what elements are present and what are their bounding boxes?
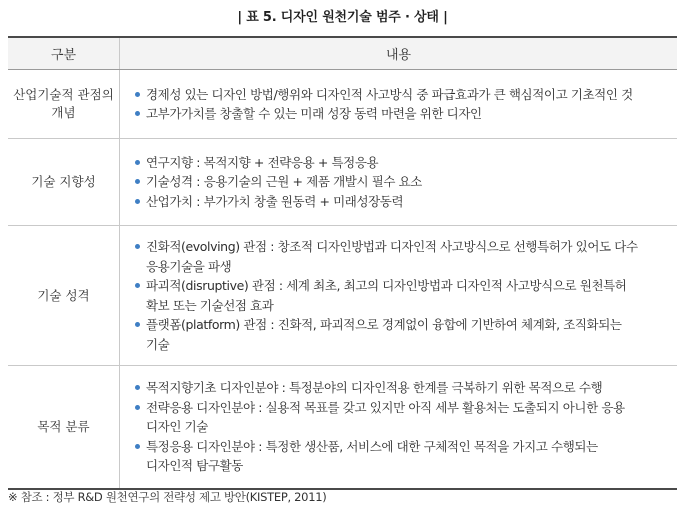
row-content: [120, 366, 678, 489]
bullet-dot-icon: [135, 405, 140, 410]
row-category: [8, 139, 120, 226]
table-row: [8, 70, 677, 139]
item-text: 목적지향기초 디자인분야 : 특정분야의 디자인적용 한계를 극복하기 위한 목적으로 수행: [146, 380, 603, 395]
list-item: [134, 172, 667, 192]
bullet-dot-icon: [135, 199, 140, 204]
table-row: [8, 139, 677, 226]
table-header-row: [8, 37, 677, 70]
list-item: [134, 153, 667, 173]
item-text-cont: 응용기술을 파생: [146, 258, 232, 274]
bullet-list: [120, 153, 677, 212]
item-text-cont: 확보 또는 기술선점 효과: [146, 297, 274, 313]
table-caption: | 표 5. 디자인 원천기술 범주 · 상태 |: [237, 10, 448, 25]
bullet-dot-icon: [135, 322, 140, 327]
bullet-list: [120, 237, 677, 354]
category-line: 기술 지향성: [31, 174, 96, 189]
item-text: 연구지향 : 목적지향 + 전략응용 + 특정응용: [146, 154, 379, 170]
category-line: 기술 성격: [37, 287, 90, 303]
row-content: [120, 139, 678, 226]
bullet-list: [120, 378, 677, 476]
bullet-dot-icon: [135, 283, 140, 288]
list-item: [134, 237, 667, 276]
list-item: [134, 276, 667, 315]
item-text: 산업가치 : 부가가치 창출 원동력 + 미래성장동력: [146, 193, 404, 209]
list-item: [134, 85, 667, 105]
category-line: 산업기술적 관점의: [13, 87, 114, 102]
bullet-dot-icon: [135, 111, 140, 116]
row-category: [8, 366, 120, 489]
item-text-cont: 디자인적 탐구활동: [146, 458, 243, 473]
bullet-dot-icon: [135, 385, 140, 390]
item-text: 기술성격 : 응용기술의 근원 + 제품 개발시 필수 요소: [146, 174, 422, 190]
list-item: [134, 315, 667, 354]
bullet-dot-icon: [135, 244, 140, 249]
category-line: 개념: [51, 105, 76, 120]
item-text: 고부가가치를 창출할 수 있는 미래 성장 동력 마련을 위한 디자인: [146, 106, 482, 121]
item-text: 진화적(evolving) 관점 : 창조적 디자인방법과 디자인적 사고방식으로 선행특허가 있어도 다수: [146, 239, 638, 254]
header-content: 내용: [120, 37, 678, 70]
row-content: [120, 226, 678, 366]
category-line: 목적 분류: [37, 418, 90, 434]
list-item: [134, 192, 667, 212]
item-text-cont: 디자인 기술: [146, 419, 208, 434]
item-text: 특정응용 디자인분야 : 특정한 생산품, 서비스에 대한 구체적인 목적을 가지고 수행되는: [146, 438, 598, 454]
bullet-dot-icon: [135, 179, 140, 184]
bullet-list: [120, 85, 677, 124]
row-content: [120, 70, 678, 139]
table-row: [8, 226, 677, 366]
item-text: 플랫폼(platform) 관점 : 진화적, 파괴적으로 경계없이 융합에 기반하여 체계화, 조직화되는: [146, 317, 622, 332]
list-item: [134, 437, 667, 476]
table-row: [8, 366, 677, 489]
item-text-cont: 기술: [146, 336, 170, 352]
source-note: ※ 참조 : 정부 R&D 원천연구의 전략성 제고 방안(KISTEP, 2011): [8, 490, 327, 504]
bullet-dot-icon: [135, 160, 140, 165]
item-text: 파괴적(disruptive) 관점 : 세계 최초, 최고의 디자인방법과 디자인적 사고방식으로 원천특허: [146, 278, 627, 293]
header-category: 구분: [8, 37, 120, 70]
tech-category-table: [8, 36, 677, 490]
list-item: [134, 104, 667, 124]
bullet-dot-icon: [135, 92, 140, 97]
item-text: 경제성 있는 디자인 방법/행위와 디자인적 사고방식 중 파급효과가 큰 핵심적이고 기초적인 것: [146, 86, 633, 102]
list-item: [134, 378, 667, 398]
bullet-dot-icon: [135, 444, 140, 449]
item-text: 전략응용 디자인분야 : 실용적 목표를 갖고 있지만 아직 세부 활용처는 도출되지 아니한 응용: [146, 399, 625, 415]
row-category: [8, 226, 120, 366]
row-category: [8, 70, 120, 139]
list-item: [134, 398, 667, 437]
